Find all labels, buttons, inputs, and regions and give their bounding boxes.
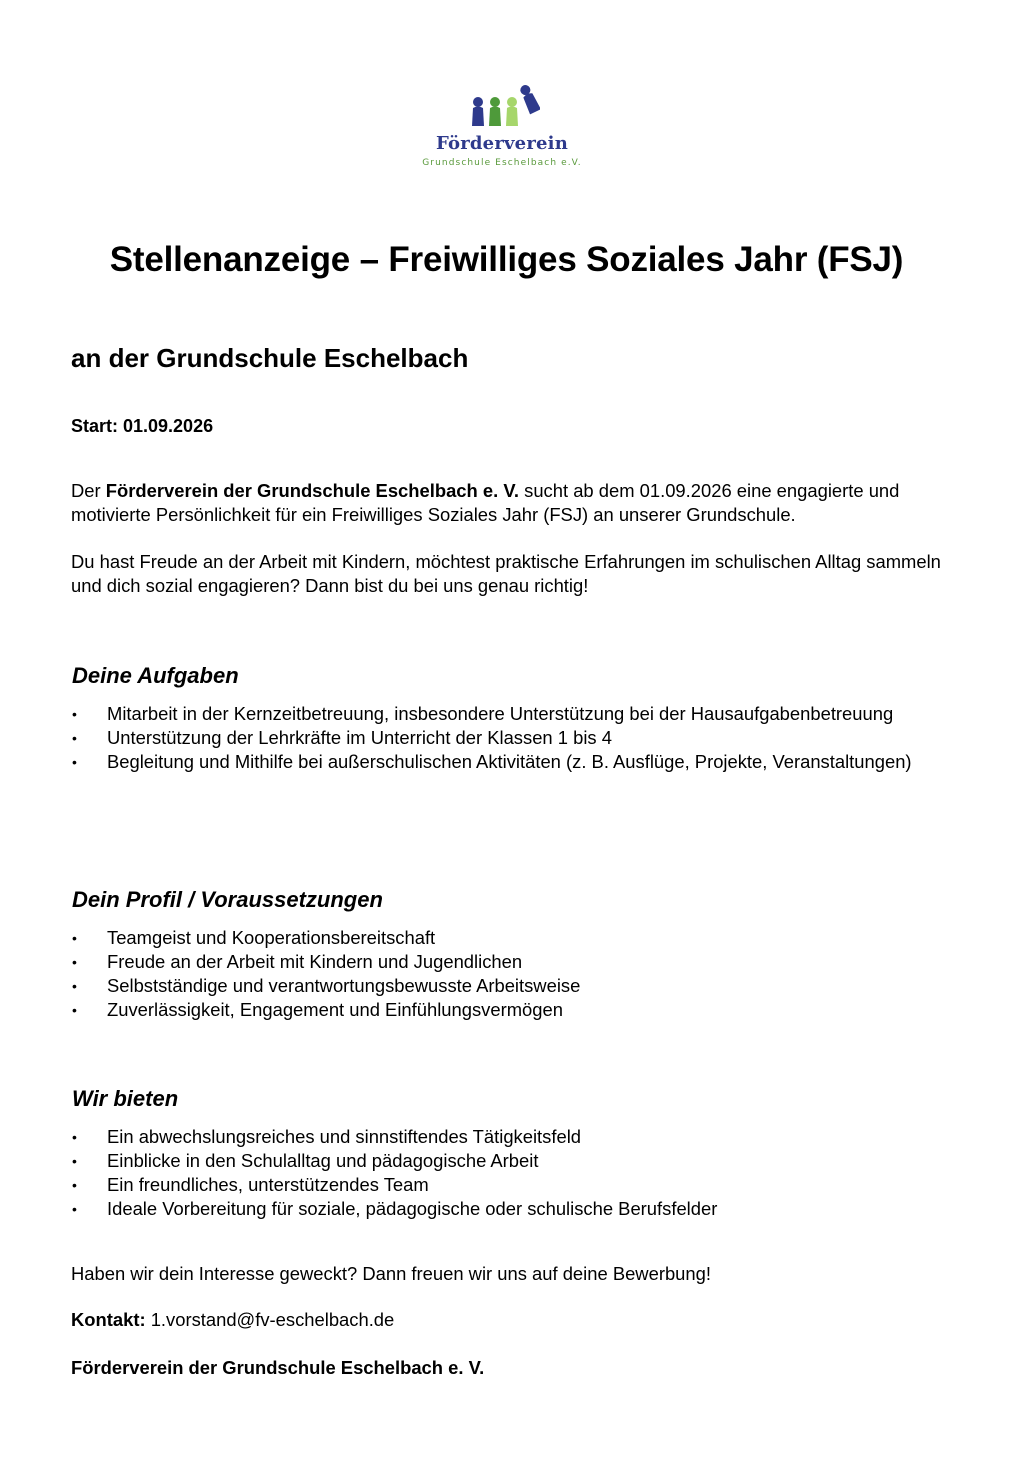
list-item [71,1173,931,1197]
logo [400,78,610,178]
figure-navy-tilted [518,83,540,114]
list-item-text: Mitarbeit in der Kernzeitbetreuung, insbesondere Unterstützung bei der Hausaufgabenbetreuung [107,703,894,724]
figure-navy [472,97,484,126]
signature: Förderverein der Grundschule Eschelbach e. V. [71,1357,485,1378]
start-date: Start: 01.09.2026 [71,416,214,436]
list-item [71,1197,931,1221]
list-item-text: Ein abwechslungsreiches und sinnstiftendes Tätigkeitsfeld [107,1126,582,1147]
figure-green [489,97,501,126]
figure-light-green [506,97,518,126]
list-item-text: Selbstständige und verantwortungsbewusste Arbeitsweise [107,975,581,996]
list-item [71,950,931,974]
intro-suffix: sucht ab dem 01.09.2026 eine engagierte und motivierte Persönlichkeit für ein Freiwilliges Soziales Jahr (FSJ) an unserer Grundschule. [71,480,900,525]
section-heading-offer: Wir bieten [72,1086,179,1111]
bullet-icon: • [72,954,77,970]
page-subtitle: an der Grundschule Eschelbach [71,343,469,373]
intro-prefix: Der [71,480,106,501]
bullet-icon: • [72,930,77,946]
bullet-icon: • [72,978,77,994]
tasks-list [71,702,931,774]
page-title: Stellenanzeige – Freiwilliges Soziales Jahr (FSJ) [109,240,904,279]
bullet-icon: • [72,1129,77,1145]
contact-email[interactable]: 1.vorstand@fv-eschelbach.de [145,1309,395,1330]
bullet-icon: • [72,706,77,722]
logo-name: Förderverein [436,133,568,154]
list-item [71,1149,931,1173]
bullet-icon: • [72,1153,77,1169]
offer-list [71,1125,931,1221]
list-item-text: Begleitung und Mithilfe bei außerschulischen Aktivitäten (z. B. Ausflüge, Projekte, Veranstaltungen) [107,751,912,772]
list-item-text: Zuverlässigkeit, Engagement und Einfühlungsvermögen [107,999,563,1020]
list-item [71,998,931,1022]
bullet-icon: • [72,730,77,746]
contact-label: Kontakt: [71,1309,146,1330]
bullet-icon: • [72,754,77,770]
bullet-icon: • [72,1201,77,1217]
profile-list [71,926,931,1022]
list-item-text: Unterstützung der Lehrkräfte im Unterricht der Klassen 1 bis 4 [107,727,612,748]
section-heading-profile: Dein Profil / Voraussetzungen [72,887,383,912]
bullet-icon: • [72,1177,77,1193]
list-item [71,1125,931,1149]
list-item-text: Freude an der Arbeit mit Kindern und Jugendlichen [107,951,523,972]
list-item [71,750,931,774]
list-item [71,702,931,726]
logo-subtitle: Grundschule Eschelbach e.V. [422,158,582,168]
list-item [71,926,931,950]
list-item-text: Einblicke in den Schulalltag und pädagogische Arbeit [107,1150,539,1171]
section-heading-tasks: Deine Aufgaben [72,663,239,688]
intro-paragraph [71,479,951,527]
contact-line [71,1309,394,1331]
list-item [71,974,931,998]
intro-organization: Förderverein der Grundschule Eschelbach e. V. [105,480,520,501]
list-item-text: Ideale Vorbereitung für soziale, pädagogische oder schulische Berufsfelder [107,1198,718,1219]
motivation-paragraph: Du hast Freude an der Arbeit mit Kindern, möchtest praktische Erfahrungen im schulischen Alltag sammeln und dich sozial engagieren? Dann bist du bei uns genau richtig! [71,551,941,596]
list-item-text: Teamgeist und Kooperationsbereitschaft [107,927,436,948]
people-figures-icon [468,80,540,130]
list-item-text: Ein freundliches, unterstützendes Team [107,1174,429,1195]
closing-text: Haben wir dein Interesse geweckt? Dann freuen wir uns auf deine Bewerbung! [71,1263,711,1284]
list-item [71,726,931,750]
bullet-icon: • [72,1002,77,1018]
